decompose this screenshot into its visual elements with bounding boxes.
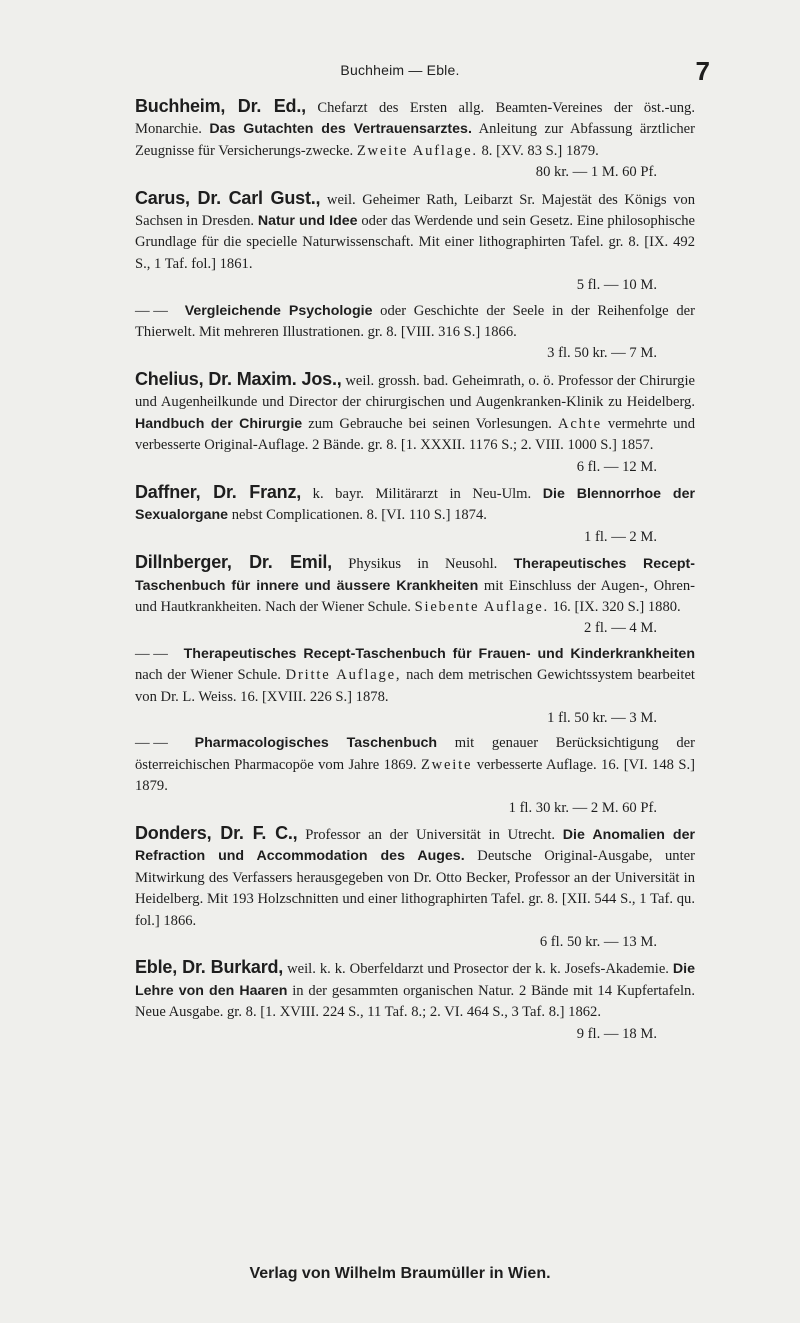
running-head-title: Buchheim — Eble. <box>340 62 460 78</box>
author-name: Daffner, Dr. Franz, <box>135 481 302 502</box>
author-name: Donders, Dr. F. C., <box>135 823 298 843</box>
price: 6 fl. — 12 M. <box>576 458 657 475</box>
book-description: Deutsche Original-Ausgabe, unter Mitwirkung des Verfassers herausgegeben von Dr. Otto Becker, Professor an der Universität in Heidelberg. Mit 193 Holzschnitten und einer lithographirten Tafel. gr. 8. [XII. 544 S., 1 Taf. qu. fol.] 1866. <box>135 848 695 929</box>
catalogue-entry-donders <box>135 823 695 953</box>
price: 5 fl. — 10 M. <box>576 277 657 294</box>
catalogue-entry-dillnberger-2 <box>135 644 695 730</box>
book-title: Handbuch der Chirurgie <box>135 415 303 432</box>
publisher-imprint: Verlag von Wilhelm Braumüller in Wien. <box>249 1265 551 1282</box>
author-name: Dillnberger, Dr. Emil, <box>135 552 332 573</box>
book-description: Anleitung zur Abfassung ärztlicher Zeugnisse für Versicherungs-zwecke. <box>135 121 696 159</box>
ditto-dash: — — <box>135 302 168 319</box>
book-description: oder das Werdende und sein Gesetz. Eine philosophische Grundlage für die specielle Naturwissenschaft. Mit einer lithographirten Tafel. gr. 8. [IX. 492 S., 1 Taf. fol.] 1861. <box>135 213 695 272</box>
author-description: Physikus in Neusohl. <box>331 556 514 573</box>
ditto-dash: — — <box>135 735 168 752</box>
book-title: Therapeutisches Recept-Taschenbuch für Frauen- und Kinderkrankheiten <box>183 645 695 662</box>
book-title: Vergleichende Psychologie <box>184 302 373 319</box>
book-description: oder Geschichte der Seele in der Reihenfolge der Thierwelt. Mit mehreren Illustrationen. gr. 8. [VIII. 316 S.] 1866. <box>135 302 695 341</box>
price: 80 kr. — 1 M. 60 Pf. <box>535 164 657 181</box>
catalogue-entry-daffner <box>135 482 695 548</box>
book-title: Natur und Idee <box>257 213 358 230</box>
book-title: Die Lehre von den Haaren <box>135 961 695 999</box>
edition-note: Achte <box>558 415 602 432</box>
book-details: nach dem metrischen Gewichtssystem bearbeitet von Dr. L. Weiss. 16. [XVIII. 226 S.] 1878. <box>135 667 695 705</box>
book-title: Das Gutachten des Vertrauensarztes. <box>209 121 472 138</box>
running-head <box>0 56 800 86</box>
book-description: mit genauer Berücksichtigung der österreichischen Pharmacopöe vom Jahre 1869. <box>135 735 695 773</box>
book-details: verbesserte Auflage. 16. [VI. 148 S.] 1879. <box>135 756 695 795</box>
author-description: k. bayr. Militärarzt in Neu-Ulm. <box>301 485 543 502</box>
author-name: Buchheim, Dr. Ed., <box>135 96 306 116</box>
edition-note: Zweite <box>420 756 473 773</box>
book-description: nebst Complicationen. 8. [VI. 110 S.] 1874. <box>228 507 487 524</box>
catalogue-entry-carus <box>135 188 695 297</box>
book-description: in der gesammten organischen Natur. 2 Bände mit 14 Kupfertafeln. Neue Ausgabe. gr. 8. [1. XVIII. 224 S., 11 Taf. 8.; 2. VI. 464 S., 3 Taf. 8.] 1862. <box>135 982 695 1021</box>
book-description: mit Einschluss der Augen-, Ohren- und Hautkrankheiten. Nach der Wiener Schule. <box>135 577 695 615</box>
book-details: vermehrte und verbesserte Original-Auflage. 2 Bände. gr. 8. [1. XXXII. 1176 S.; 2. VIII. 1000 S.] 1857. <box>135 415 695 454</box>
price: 2 fl. — 4 M. <box>584 620 657 637</box>
book-title: Pharmacologisches Taschenbuch <box>194 735 438 752</box>
book-details: 8. [XV. 83 S.] 1879. <box>477 142 599 159</box>
catalogue-entry-eble <box>135 957 695 1045</box>
edition-note: Zweite Auflage. <box>356 142 478 159</box>
edition-note: Siebente Auflage. <box>414 598 549 615</box>
price: 1 fl. 30 kr. — 2 M. 60 Pf. <box>508 799 657 816</box>
book-title: Die Blennorrhoe der Sexualorgane <box>135 485 695 524</box>
author-name: Eble, Dr. Burkard, <box>135 957 284 978</box>
author-description: Professor an der Universität in Utrecht. <box>297 827 563 843</box>
author-name: Chelius, Dr. Maxim. Jos., <box>135 368 342 389</box>
catalogue-entry-dillnberger-3 <box>135 733 695 819</box>
book-title: Die Anomalien der Refraction und Accommodation des Auges. <box>135 827 695 865</box>
book-description: zum Gebrauche bei seinen Vorlesungen. <box>302 415 558 432</box>
edition-note: Dritte Auflage, <box>285 667 402 684</box>
price: 3 fl. 50 kr. — 7 M. <box>547 345 657 362</box>
book-description: nach der Wiener Schule. <box>135 667 286 684</box>
catalogue-entry-buchheim <box>135 96 695 184</box>
author-description: weil. grossh. bad. Geheimrath, o. ö. Professor der Chirurgie und Augenheilkunde und Director der chirurgischen und Augenkranken-Klinik zu Heidelberg. <box>135 372 695 411</box>
catalogue-entry-chelius <box>135 369 695 478</box>
author-name: Carus, Dr. Carl Gust., <box>135 187 321 208</box>
price: 6 fl. 50 kr. — 13 M. <box>539 934 657 951</box>
book-details: 16. [IX. 320 S.] 1880. <box>548 598 681 615</box>
ditto-dash: — — <box>135 645 168 662</box>
author-description: weil. k. k. Oberfeldarzt und Prosector der k. k. Josefs-Akademie. <box>283 961 673 978</box>
price: 1 fl. — 2 M. <box>584 528 657 545</box>
author-description: weil. Geheimer Rath, Leibarzt Sr. Majestät des Königs von Sachsen in Dresden. <box>135 191 696 230</box>
catalogue-entries <box>135 96 695 1049</box>
price: 1 fl. 50 kr. — 3 M. <box>547 709 657 726</box>
catalogue-entry-carus-2 <box>135 301 695 365</box>
page-number: 7 <box>695 56 710 86</box>
catalogue-entry-dillnberger <box>135 552 695 640</box>
book-title: Therapeutisches Recept-Taschenbuch für innere und äussere Krankheiten <box>135 556 696 594</box>
author-description: Chefarzt des Ersten allg. Beamten-Vereines der öst.-ung. Monarchie. <box>135 100 695 138</box>
price: 9 fl. — 18 M. <box>576 1025 657 1042</box>
